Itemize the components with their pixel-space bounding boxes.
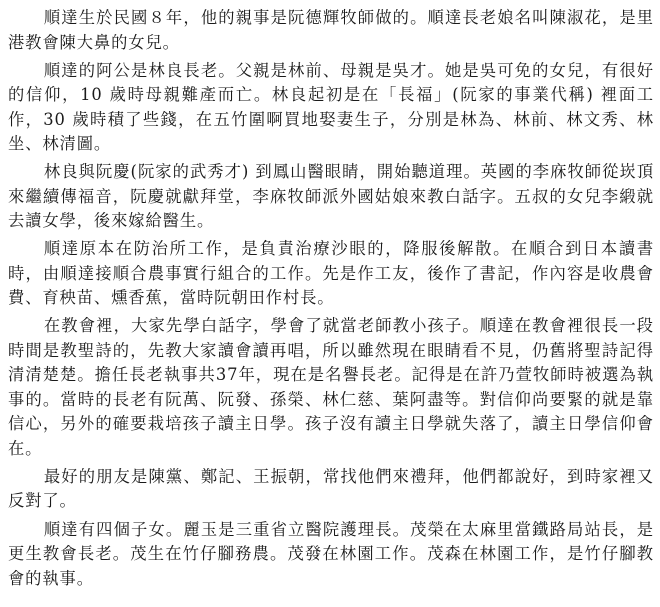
paragraph-work-history: 順達原本在防治所工作，是負責治療沙眼的，降服後解散。在順合到日本讀書時，由順達接順合農事實行組合的工作。先是作工友，後作了書記，作內容是收農會費、育秧苗、燻香蕉，當時阮朝田作村長。 (8, 239, 654, 308)
paragraph-marriage: 順達生於民國８年，他的親事是阮德輝牧師做的。順達長老娘名叫陳淑花，是里港教會陳大鼻的女兒。 (8, 8, 654, 52)
paragraph-children: 順達有四個子女。麗玉是三重省立醫院護理長。茂榮在太麻里當鐵路局站長，是更生教會長老。茂生在竹仔腳務農。茂發在林園工作。茂森在林園工作，是竹仔腳教會的執事。 (8, 519, 654, 588)
document-body (8, 6, 654, 595)
paragraph-family-background: 順達的阿公是林良長老。父親是林前、母親是吳才。她是吳可免的女兒，有很好的信仰，10 歲時母親難產而亡。林良起初是在「長福」(阮家的事業代稱) 裡面工作，30 歲時積了些錢，在五竹圍啊買地娶妻生子，分別是林為、林前、林文秀、林坐、林清圖。 (8, 60, 654, 154)
paragraph-conversion: 林良與阮慶(阮家的武秀才) 到鳳山醫眼睛，開始聽道理。英國的李庥牧師從崁頂來繼續傳福音，阮慶就獻拜堂，李庥牧師派外國姑娘來教白話字。五叔的女兒李緞就去讀女學，後來嫁給醫生。 (8, 162, 654, 231)
paragraph-church-service: 在教會裡，大家先學白話字，學會了就當老師教小孩子。順達在教會裡很長一段時間是教聖詩的，先教大家讀會讀再唱，所以雖然現在眼睛看不見，仍舊將聖詩記得清清楚楚。擔任長老執事共37年，現在是名譽長老。記得是在許乃萱牧師時被選為執事的。當時的長老有阮萬、阮發、孫榮、林仁慈、葉阿盡等。對信仰尚要緊的就是靠信心，另外的確要栽培孩子讀主日學。孩子沒有讀主日學就失落了，讀主日學信仰會在。 (8, 316, 654, 458)
paragraph-friends: 最好的朋友是陳黨、鄭記、王振朝，常找他們來禮拜，他們都說好，到時家裡又反對了。 (8, 466, 654, 511)
